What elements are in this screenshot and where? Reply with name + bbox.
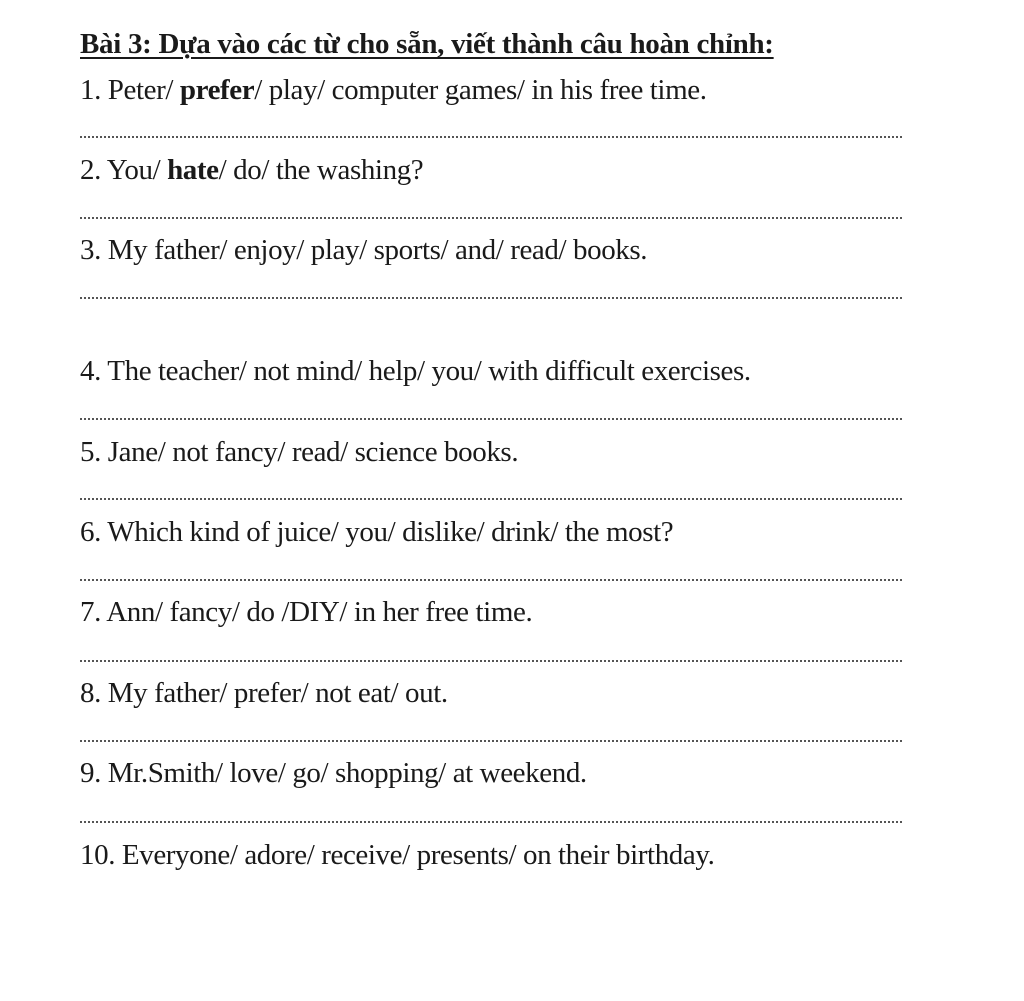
answer-line-9[interactable] (80, 821, 902, 823)
sentence-1-text-end: / play/ computer games/ in his free time. (254, 74, 707, 106)
exercise-title: Bài 3: Dựa vào các từ cho sẵn, viết thành câu hoàn chỉnh: (80, 28, 774, 60)
sentence-4 (80, 355, 751, 388)
sentence-10-text: 10. Everyone/ adore/ receive/ presents/ on their birthday. (80, 839, 715, 871)
sentence-3-text: 3. My father/ enjoy/ play/ sports/ and/ read/ books. (80, 234, 648, 266)
sentence-2-text-end: / do/ the washing? (218, 154, 424, 186)
sentence-6 (80, 516, 673, 549)
sentence-1-text-start: 1. Peter/ (80, 74, 180, 106)
sentence-7-text: 7. Ann/ fancy/ do /DIY/ in her free time. (80, 596, 533, 628)
sentence-1-bold-word: prefer (179, 74, 255, 106)
sentence-4-text: 4. The teacher/ not mind/ help/ you/ with difficult exercises. (80, 355, 751, 387)
answer-line-3[interactable] (80, 297, 902, 299)
answer-line-5[interactable] (80, 498, 902, 500)
sentence-9 (80, 757, 587, 790)
answer-line-7[interactable] (80, 660, 902, 662)
sentence-7 (80, 596, 532, 629)
sentence-8 (80, 677, 448, 710)
sentence-5-text: 5. Jane/ not fancy/ read/ science books. (80, 436, 519, 468)
sentence-3 (80, 234, 647, 267)
sentence-2-bold-word: hate (167, 154, 219, 186)
sentence-8-text: 8. My father/ prefer/ not eat/ out. (80, 677, 448, 709)
answer-line-2[interactable] (80, 217, 902, 219)
answer-line-1[interactable] (80, 136, 902, 138)
sentence-10 (80, 839, 714, 872)
answer-line-4[interactable] (80, 418, 902, 420)
sentence-2-text-start: 2. You/ (80, 154, 168, 186)
sentence-5 (80, 436, 518, 469)
sentence-1 (80, 74, 707, 107)
sentence-9-text: 9. Mr.Smith/ love/ go/ shopping/ at weekend. (80, 757, 587, 789)
answer-line-6[interactable] (80, 579, 902, 581)
sentence-2 (80, 154, 423, 187)
sentence-6-text: 6. Which kind of juice/ you/ dislike/ drink/ the most? (80, 516, 674, 548)
answer-line-8[interactable] (80, 740, 902, 742)
